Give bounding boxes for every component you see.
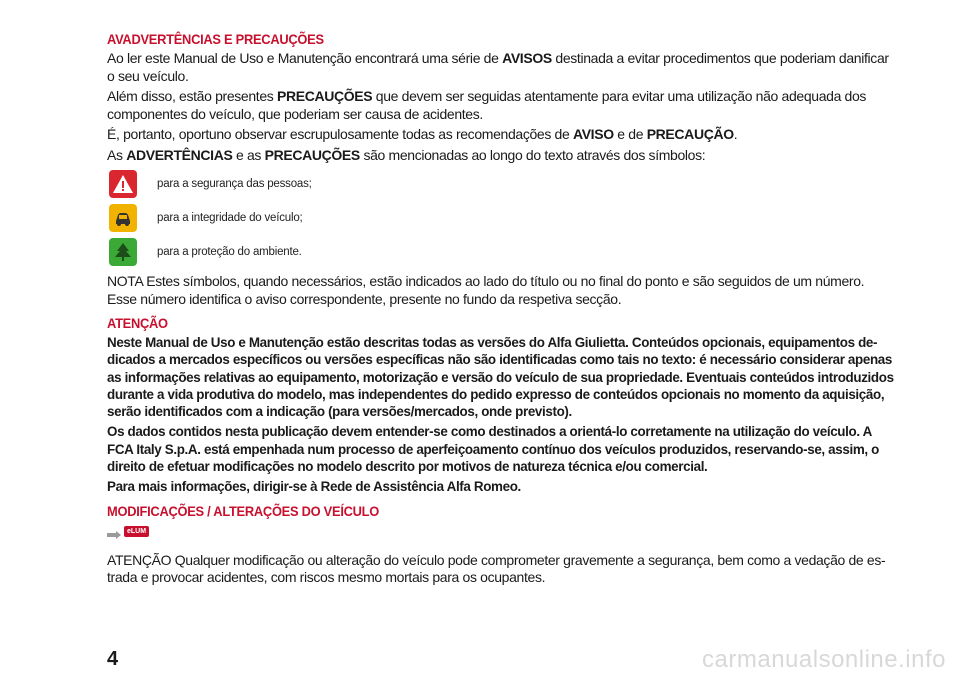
attention-paragraph: Neste Manual de Uso e Manutenção estão descritas todas as versões do Alfa Giulietta. Conteúdos opcionais, equipamentos dedicados a mercados específicos ou versões específicas não são identificadas como tais no texto: é necessário considerar apenas as informações relativas ao equipamento, motorização e versão do veículo de sua propriedade. Eventuais conteúdos introduzidos durante a vida produtiva do modelo, mas independentes do pedido expresso de conteúdos opcionais no momento da aquisição, serão identificados com a indicação (para versões/mercados, onde previsto).: [107, 335, 894, 420]
symbol-label: para a integridade do veículo;: [157, 212, 303, 224]
attention-paragraph: Os dados contidos nesta publicação devem entender-se como destinados a orientá-lo corretamente na utilização do veículo. A FCA Italy S.p.A. está empenhada num processo de aperfeiçoamento contínuo dos veículos produzidos, reservando-se, assim, o direito de efetuar modificações no modelo descrito por motivos de natureza técnica e/ou comercial.: [107, 424, 879, 475]
page-content: [107, 30, 897, 590]
symbol-row-vehicle: [109, 201, 897, 235]
elum-indicator: [107, 522, 897, 548]
paragraph-observe: [107, 126, 897, 144]
text-span: e as: [232, 146, 265, 163]
watermark: carmanualsonline.info: [702, 646, 946, 673]
tree-icon: [109, 238, 137, 266]
section-title-warnings: AVADVERTÊNCIAS E PRECAUÇÕES: [107, 31, 324, 47]
paragraph-precautions: [107, 88, 897, 123]
text-span: É, portanto, oportuno observar escrupulosamente todas as recomendações de: [107, 126, 573, 142]
elum-badge: eLUM: [124, 526, 149, 537]
text-span: são mencionadas ao longo do texto através dos símbolos:: [359, 146, 706, 163]
symbol-list: [107, 167, 897, 269]
bold-span: AVISOS: [502, 50, 552, 66]
modifications-title: MODIFICAÇÕES / ALTERAÇÕES DO VEÍCULO: [107, 502, 380, 519]
modifications-paragraph: ATENÇÃO Qualquer modificação ou alteração do veículo pode comprometer gravemente a segurança, bem como a vedação de estrada e provocar acidentes, com riscos mesmo mortais para os ocupantes.: [107, 551, 886, 586]
text-span: Além disso, estão presentes: [107, 88, 277, 104]
text-span: que devem ser seguidas atentamente para evitar uma utilização não adequada dos componentes do veículo, que poderiam ser causa de acidentes.: [107, 88, 867, 122]
text-span: destinada a evitar procedimentos que poderiam danificar o seu veículo.: [107, 50, 889, 84]
bold-span: PRECAUÇÕES: [264, 146, 360, 163]
symbol-label: para a proteção do ambiente.: [157, 246, 302, 258]
bold-span: PRECAUÇÃO: [646, 126, 734, 142]
bold-span: ADVERTÊNCIAS: [126, 146, 233, 163]
symbol-label: para a segurança das pessoas;: [157, 178, 312, 190]
bold-span: PRECAUÇÕES: [276, 88, 373, 104]
text-span: .: [733, 126, 738, 142]
note-paragraph: NOTA Estes símbolos, quando necessários, estão indicados ao lado do título ou no final do ponto e são seguidos de um número. Esse número identifica o aviso correspondente, presente no fundo da respetiva secção.: [107, 273, 865, 307]
hand-pointer-icon: [107, 529, 123, 541]
paragraph-intro: [107, 50, 897, 85]
text-span: Ao ler este Manual de Uso e Manutenção encontrará uma série de: [107, 50, 503, 66]
warning-triangle-icon: [109, 170, 137, 198]
bold-span: AVISO: [572, 126, 614, 142]
text-span: e de: [613, 126, 647, 142]
paragraph-symbols-intro: [107, 147, 897, 165]
attention-title: ATENÇÃO: [107, 315, 168, 331]
text-span: As: [107, 146, 127, 163]
page-number: 4: [107, 648, 119, 670]
car-icon: [109, 204, 137, 232]
symbol-row-safety: [109, 167, 897, 201]
attention-paragraph: Para mais informações, dirigir-se à Rede de Assistência Alfa Romeo.: [107, 479, 521, 495]
symbol-row-environment: [109, 235, 897, 269]
